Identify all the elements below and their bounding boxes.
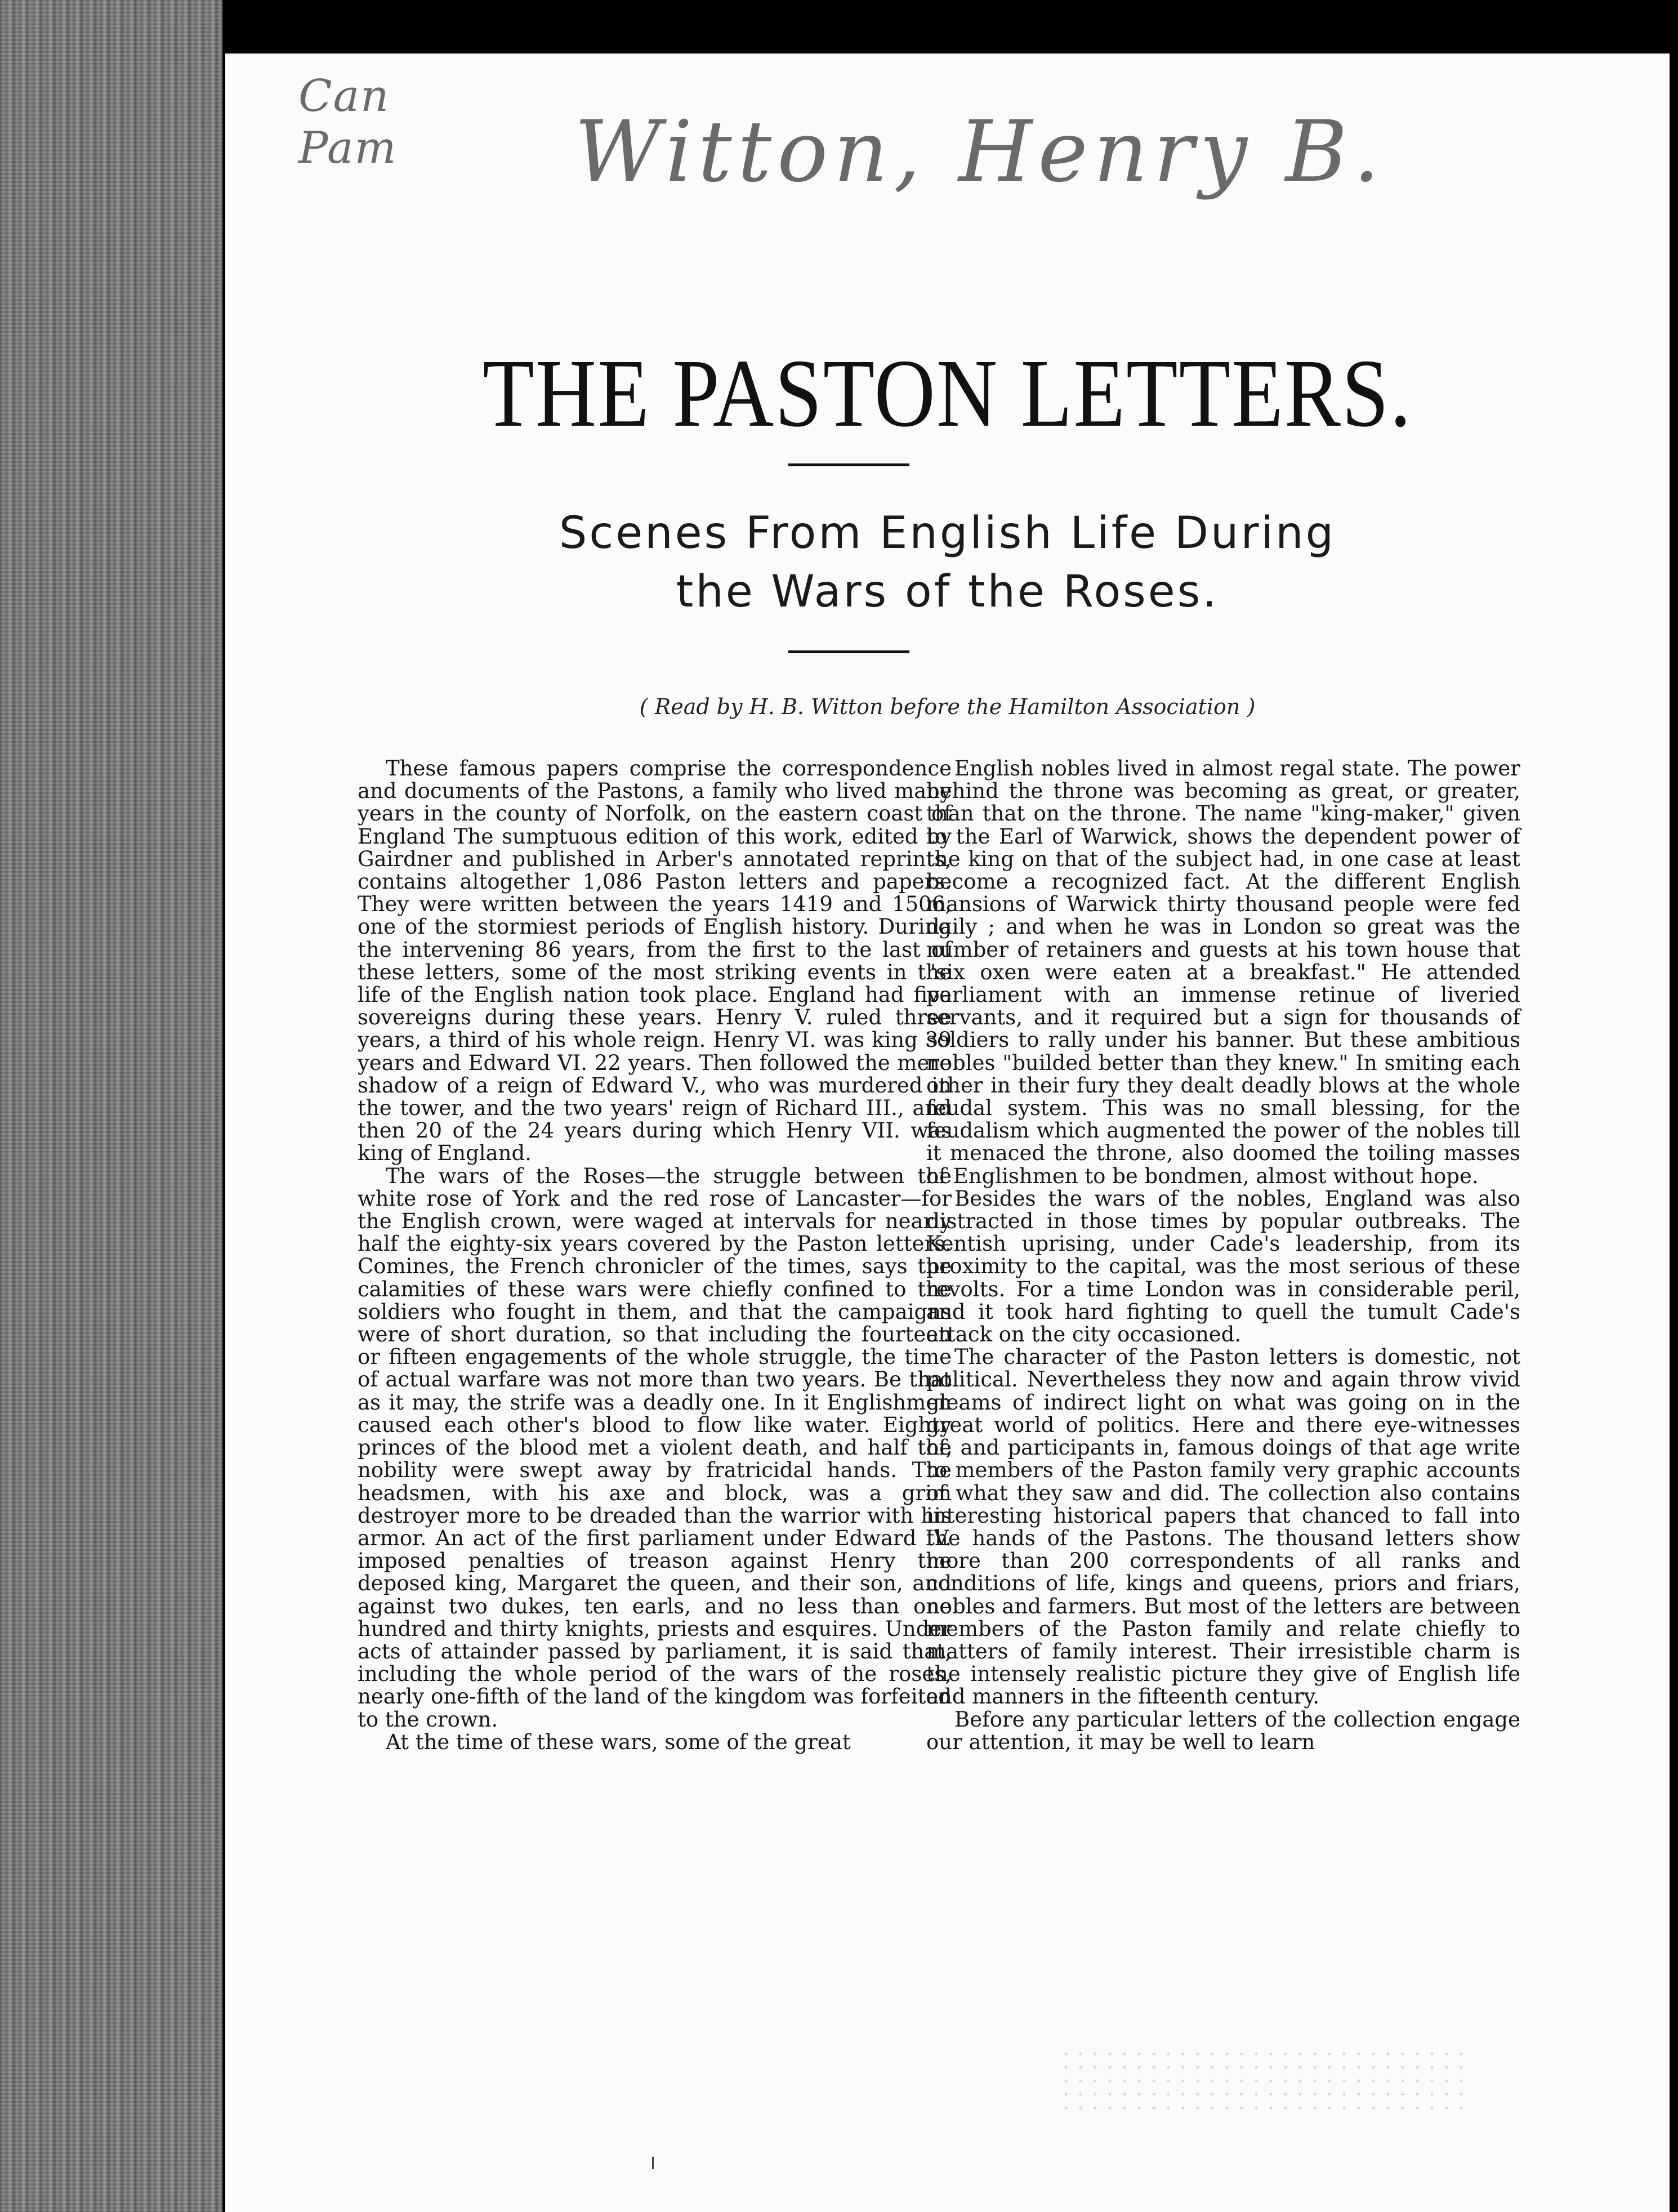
text-column-right [926, 757, 1520, 1754]
paragraph: The wars of the Roses—the struggle between the white rose of York and the red rose of Lancaster—for the English crown, were waged at intervals for nearly half the eighty-six years covered by the Paston letters. Comines, the French chronicler of the times, says the calamities of these wars were chiefly confined to the soldiers who fought in them, and that the campaigns were of short duration, so that including the fourteen or fifteen engagements of the whole struggle, the time of actual warfare was not more than two years. Be that as it may, the strife was a deadly one. In it Englishmen caused each other's blood to flow like water. Eighty princes of the blood met a violent death, and half the nobility were swept away by fratricidal hands. The headsmen, with his axe and block, was a grim destroyer more to be dreaded than the warrior with his armor. An act of the first parliament under Edward IV. imposed penalties of treason against Henry the deposed king, Margaret the queen, and their son, and against two dukes, ten earls, and no less than one hundred and thirty knights, priests and esquires. Under acts of attainder passed by parliament, it is said that, including the whole period of the wars of the roses, nearly one-fifth of the land of the kingdom was forfeited to the crown. [358, 1163, 952, 1732]
subtitle-line-1: Scenes From English Life During [559, 508, 1336, 559]
subtitle-divider [788, 650, 909, 653]
paragraph: Before any particular letters of the collection engage our attention, it may be well to learn [926, 1707, 1520, 1754]
scan-margin [0, 0, 222, 2212]
document-title: THE PASTON LETTERS. [483, 340, 1412, 447]
text-column-left [358, 757, 952, 1754]
handwritten-author-note: Witton, Henry B. [574, 103, 1386, 201]
byline: ( Read by H. B. Witton before the Hamilton Association ) [639, 694, 1256, 719]
paragraph: English nobles lived in almost regal state. The power behind the throne was becoming as great, or greater, than that on the throne. The name "king-maker," given to the Earl of Warwick, shows the dependent power of the king on that of the subject had, in one case at least become a recognized fact. At the different English mansions of Warwick thirty thousand people were fed daily ; and when he was in London so great was the number of retainers and guests at his town house that "six oxen were eaten at a breakfast." He attended parliament with an immense retinue of liveried servants, and it required but a sign for thousands of soldiers to rally under his banner. But these ambitious nobles "builded better than they knew." In smiting each other in their fury they dealt deadly blows at the whole feudal system. This was no small blessing, for the feudalism which augmented the power of the nobles till it menaced the throne, also doomed the toiling masses of Englishmen to be bondmen, almost without hope. [926, 756, 1520, 1188]
scan-artifact [1059, 2047, 1464, 2120]
paragraph: At the time of these wars, some of the great [386, 1729, 851, 1754]
paragraph: These famous papers comprise the correspondence and documents of the Pastons, a family who lived many years in the county of Norfolk, on the eastern coast of England The sumptuous edition of this work, edited by Gairdner and published in Arber's annotated reprints, contains altogether 1,086 Paston letters and papers. They were written between the years 1419 and 1506, one of the stormiest periods of English history. During the intervening 86 years, from the first to the last of these letters, some of the most striking events in the life of the English nation took place. England had five sovereigns during these years. Henry V. ruled three years, a third of his whole reign. Henry VI. was king 39 years and Edward VI. 22 years. Then followed the mere shadow of a reign of Edward V., who was murdered in the tower, and the two years' reign of Richard III., and then 20 of the 24 years during which Henry VII. was king of England. [358, 756, 952, 1166]
document-subtitle [225, 504, 1670, 621]
paragraph: Besides the wars of the nobles, England was also distracted in those times by popular outbreaks. The Kentish uprising, under Cade's leadership, from its proximity to the capital, was the most serious of these revolts. For a time London was in considerable peril, and it took hard fighting to quell the tumult Cade's attack on the city occasioned. [926, 1186, 1520, 1347]
document-page [225, 53, 1670, 2212]
paragraph: The character of the Paston letters is domestic, not political. Nevertheless they now and again throw vivid gleams of indirect light on what was going on in the great world of politics. Here and there eye-witnesses of, and participants in, famous doings of that age write to members of the Paston family very graphic accounts of what they saw and did. The collection also contains interesting historical papers that chanced to fall into the hands of the Pastons. The thousand letters show more than 200 correspondents of all ranks and conditions of life, kings and queens, priors and friars, nobles and farmers. But most of the letters are between members of the Paston family and relate chiefly to matters of family interest. Their irresistible charm is the intensely realistic picture they give of English life and manners in the fifteenth century. [926, 1345, 1520, 1709]
handwritten-margin-note: Can Pam [298, 71, 398, 173]
title-divider [788, 463, 909, 466]
subtitle-line-2: the Wars of the Roses. [676, 567, 1219, 617]
scan-mark [652, 2157, 654, 2169]
